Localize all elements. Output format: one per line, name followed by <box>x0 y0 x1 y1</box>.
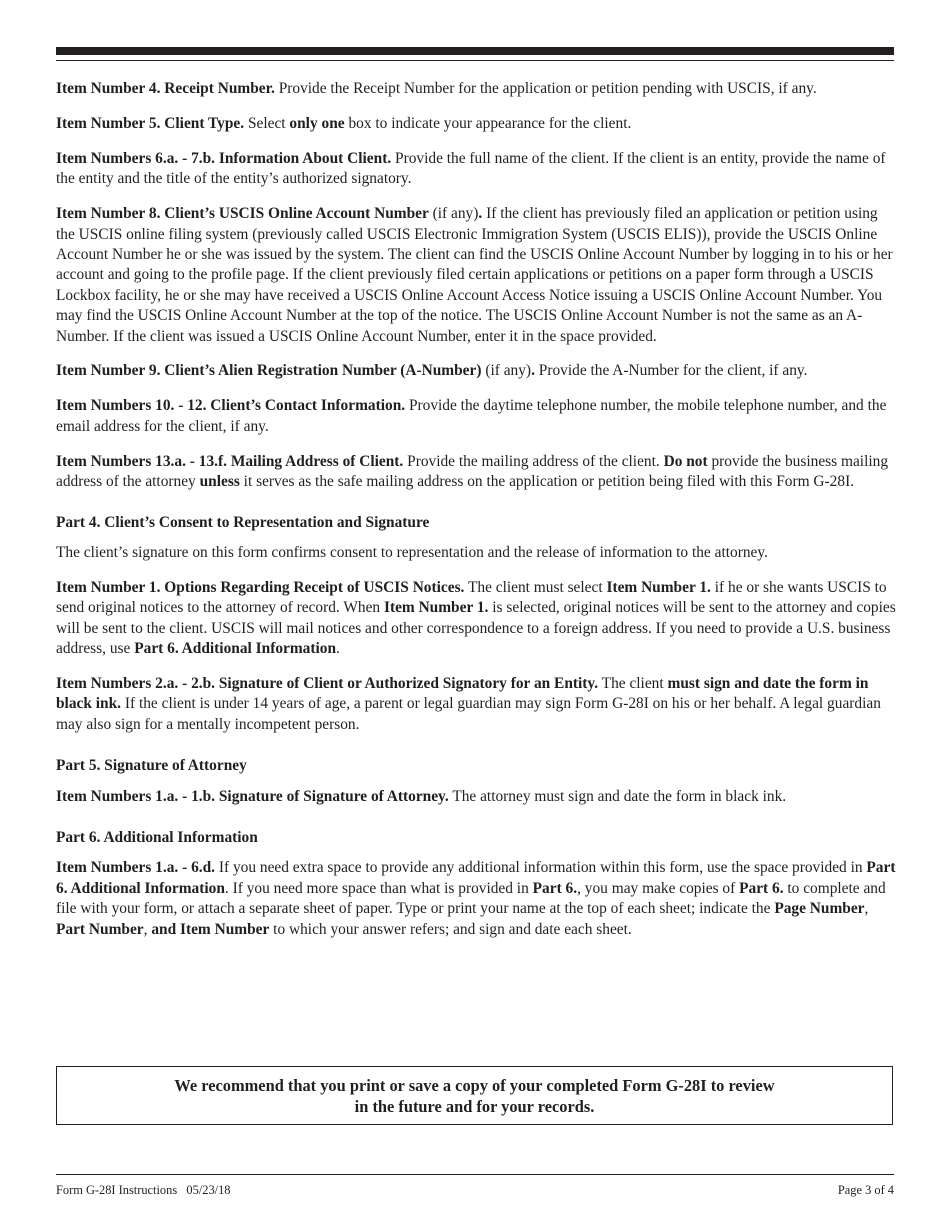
footer-rule <box>56 1174 894 1175</box>
item-9-paragraph: Item Number 9. Client’s Alien Registration Number (A-Number) (if any). Provide the A-Number for the client, if any. <box>56 362 808 380</box>
header-thick-rule <box>56 47 894 55</box>
part-4-heading: Part 4. Client’s Consent to Representation and Signature <box>56 513 430 531</box>
part-4-intro: The client’s signature on this form confirms consent to representation and the release of information to the attorney. <box>56 543 768 561</box>
part-6-heading: Part 6. Additional Information <box>56 828 258 846</box>
recommendation-box <box>56 1066 893 1125</box>
header-thin-rule <box>56 60 894 61</box>
item-heading: Item Number 8. Client’s USCIS Online Account Number <box>56 205 429 223</box>
part-4-item-1-paragraph: Item Number 1. Options Regarding Receipt of USCIS Notices. The client must select Item Number 1. if he or she wants USCIS to send original notices to the attorney of record. When Item Number 1. is selected, original notices will be sent to the attorney and copies will be sent to the client. USCIS will mail notices and other correspondence to a foreign address. If you need to provide a U.S. business address, use Part 6. Additional Information. <box>56 578 896 658</box>
item-heading: Item Number 1. Options Regarding Receipt of USCIS Notices. <box>56 578 465 596</box>
part-5-item-1-paragraph: Item Numbers 1.a. - 1.b. Signature of Signature of Attorney. The attorney must sign and date the form in black ink. <box>56 787 787 805</box>
item-heading: Item Numbers 1.a. - 6.d. <box>56 859 216 877</box>
form-edition-label: Form G-28I Instructions 05/23/18 <box>56 1183 231 1197</box>
item-heading: Item Number 9. Client’s Alien Registration Number (A-Number) <box>56 362 482 380</box>
item-heading: Item Number 4. Receipt Number. <box>56 80 275 97</box>
item-5-paragraph: Item Number 5. Client Type. Select only one box to indicate your appearance for the client. <box>56 114 632 132</box>
item-13-paragraph: Item Numbers 13.a. - 13.f. Mailing Address of Client. Provide the mailing address of the client. Do not provide the business mailing address of the attorney unless it serves as the safe mailing address on the application or petition being filed with this Form G-28I. <box>56 452 889 491</box>
item-heading: Item Numbers 10. - 12. Client’s Contact Information. <box>56 397 406 415</box>
part-6-item-1-paragraph: Item Numbers 1.a. - 6.d. If you need extra space to provide any additional information within this form, use the space provided in Part 6. Additional Information. If you need more space than what is provided in Part 6., you may make copies of Part 6. to complete and file with your form, or attach a separate sheet of paper. Type or print your name at the top of each sheet; indicate the Page Number, Part Number, and Item Number to which your answer refers; and sign and date each sheet. <box>56 859 896 938</box>
item-heading: Item Numbers 13.a. - 13.f. Mailing Address of Client. <box>56 452 404 470</box>
part-5-heading: Part 5. Signature of Attorney <box>56 757 247 775</box>
item-heading: Item Numbers 2.a. - 2.b. Signature of Client or Authorized Signatory for an Entity. <box>56 674 599 692</box>
item-heading: Item Numbers 1.a. - 1.b. Signature of Signature of Attorney. <box>56 787 449 805</box>
item-heading: Item Numbers 6.a. - 7.b. Information About Client. <box>56 149 392 167</box>
part-4-item-2-paragraph: Item Numbers 2.a. - 2.b. Signature of Client or Authorized Signatory for an Entity. The client must sign and date the form in black ink. If the client is under 14 years of age, a parent or legal guardian may sign Form G-28I on his or her behalf. A legal guardian may also sign for a mentally incompetent person. <box>56 674 881 733</box>
item-8-paragraph: Item Number 8. Client’s USCIS Online Account Number (if any). If the client has previously filed an application or petition using the USCIS online filing system (previously called USCIS Electronic Immigration System (USCIS ELIS)), provide the USCIS Online Account Number he or she was issued by the system. The client can find the USCIS Online Account Number by logging in to his or her account and going to the profile page. If the client previously filed certain applications or petitions on a paper form through a USCIS Lockbox facility, he or she may have received a USCIS Online Account Access Notice issuing a USCIS Online Account Number. You may find the USCIS Online Account Number at the top of the notice. The USCIS Online Account Number is not the same as an A-Number. If the client was issued a USCIS Online Account Number, enter it in the space provided. <box>56 205 893 345</box>
recommendation-line-2: in the future and for your records. <box>354 1096 595 1116</box>
page-number: Page 3 of 4 <box>837 1183 894 1197</box>
item-heading: Item Number 5. Client Type. <box>56 114 245 132</box>
item-4-paragraph: Item Number 4. Receipt Number. Provide the Receipt Number for the application or petition pending with USCIS, if any. <box>56 80 817 97</box>
recommendation-line-1: We recommend that you print or save a copy of your completed Form G-28I to review <box>174 1075 775 1095</box>
instructions-body <box>56 79 896 955</box>
item-6-7-paragraph: Item Numbers 6.a. - 7.b. Information About Client. Provide the full name of the client. If the client is an entity, provide the name of the entity and the title of the entity’s authorized signatory. <box>56 149 886 188</box>
item-10-12-paragraph: Item Numbers 10. - 12. Client’s Contact Information. Provide the daytime telephone number, the mobile telephone number, and the email address for the client, if any. <box>56 397 887 435</box>
